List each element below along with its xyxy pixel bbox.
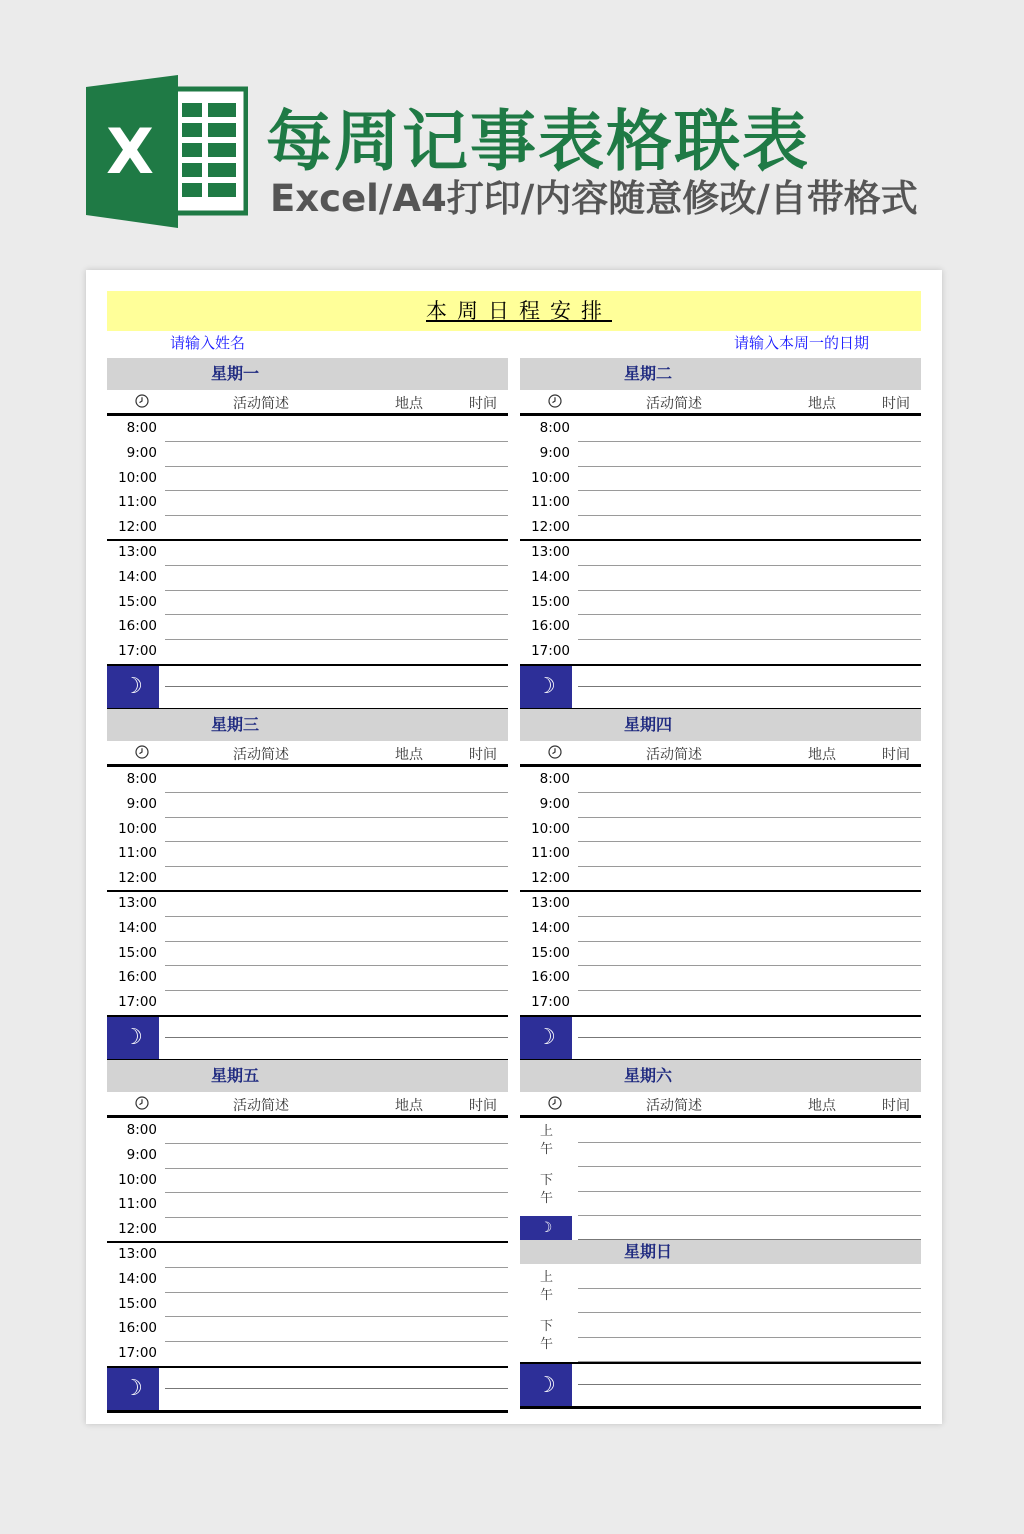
hour-label: 10:00 — [118, 469, 157, 486]
hour-label: 12:00 — [118, 870, 157, 887]
day-header — [520, 1060, 921, 1092]
hour-row[interactable] — [107, 1168, 508, 1193]
column-header — [520, 390, 921, 416]
day-block — [520, 1060, 921, 1240]
location-label: 地点 — [395, 396, 423, 412]
day-name: 星期一 — [210, 364, 259, 383]
schedule-sheet — [86, 270, 942, 1424]
day-header — [107, 1060, 508, 1092]
name-input[interactable]: 请输入姓名 — [170, 334, 246, 352]
hour-row[interactable] — [107, 614, 508, 639]
hour-row[interactable] — [520, 416, 921, 441]
hour-row[interactable] — [520, 540, 921, 565]
hour-row[interactable] — [520, 817, 921, 842]
hour-label: 16:00 — [118, 1320, 157, 1337]
clock-icon — [548, 745, 562, 759]
evening-line — [165, 1037, 508, 1038]
location-label: 地点 — [808, 747, 836, 763]
half-day-label: 上午 — [540, 1270, 554, 1303]
hour-row[interactable] — [107, 841, 508, 866]
clock-icon — [135, 745, 149, 759]
hour-label: 16:00 — [118, 969, 157, 986]
column-header — [107, 1092, 508, 1118]
hour-row[interactable] — [520, 441, 921, 466]
page-title: 每周记事表格联表 — [266, 103, 810, 180]
hour-label: 13:00 — [118, 543, 157, 560]
row-line — [578, 1142, 921, 1143]
hour-label: 11:00 — [531, 845, 570, 862]
evening-row[interactable] — [520, 1216, 921, 1240]
activity-desc-label: 活动简述 — [233, 396, 289, 412]
column-header — [520, 741, 921, 767]
hour-row[interactable] — [107, 565, 508, 590]
hour-row[interactable] — [107, 1192, 508, 1217]
hour-label: 11:00 — [531, 494, 570, 511]
hour-row[interactable] — [520, 614, 921, 639]
hour-label: 10:00 — [118, 1171, 157, 1188]
hour-row[interactable] — [107, 466, 508, 491]
banner — [0, 0, 1024, 260]
hour-label: 8:00 — [539, 771, 570, 787]
half-day-row[interactable] — [520, 1118, 921, 1167]
time-label: 时间 — [469, 1098, 497, 1114]
sheet-title: 本周日程安排 — [107, 291, 921, 331]
day-block — [107, 358, 508, 711]
hour-label: 15:00 — [531, 593, 570, 610]
hour-row[interactable] — [520, 767, 921, 792]
day-block — [107, 1060, 508, 1413]
hour-label: 15:00 — [118, 1295, 157, 1312]
hour-row[interactable] — [107, 1217, 508, 1242]
row-line — [578, 1191, 921, 1192]
day-block — [520, 1240, 921, 1409]
hour-label: 13:00 — [531, 543, 570, 560]
hour-row[interactable] — [520, 866, 921, 891]
moon-icon: ☽ — [520, 1216, 572, 1240]
half-day-label: 上午 — [540, 1124, 554, 1157]
half-day-label: 下午 — [540, 1173, 554, 1206]
day-header — [107, 358, 508, 390]
day-name: 星期四 — [623, 715, 672, 734]
row-line — [578, 1337, 921, 1338]
evening-row[interactable] — [520, 1362, 921, 1409]
evening-row[interactable] — [520, 664, 921, 711]
hour-row[interactable] — [520, 792, 921, 817]
activity-desc-label: 活动简述 — [233, 747, 289, 763]
hour-row[interactable] — [107, 639, 508, 664]
hour-label: 13:00 — [531, 894, 570, 911]
hour-label: 11:00 — [118, 845, 157, 862]
hour-row[interactable] — [107, 866, 508, 891]
hour-row[interactable] — [520, 990, 921, 1015]
moon-icon: ☽ — [520, 1017, 572, 1059]
hour-row[interactable] — [520, 916, 921, 941]
day-header — [107, 709, 508, 741]
hour-row[interactable] — [520, 891, 921, 916]
clock-icon — [548, 394, 562, 408]
hour-row[interactable] — [107, 965, 508, 990]
hour-row[interactable] — [107, 490, 508, 515]
hour-row[interactable] — [520, 490, 921, 515]
hour-label: 12:00 — [531, 519, 570, 536]
activity-desc-label: 活动简述 — [646, 396, 702, 412]
hour-label: 17:00 — [118, 994, 157, 1011]
hour-label: 9:00 — [539, 444, 570, 461]
hour-row[interactable] — [107, 441, 508, 466]
hour-label: 12:00 — [118, 1221, 157, 1238]
half-day-label: 下午 — [540, 1319, 554, 1352]
hour-row[interactable] — [107, 540, 508, 565]
evening-line — [578, 1384, 921, 1385]
time-label: 时间 — [469, 396, 497, 412]
hour-label: 9:00 — [126, 1146, 157, 1163]
evening-row[interactable] — [107, 1015, 508, 1062]
hour-label: 17:00 — [118, 643, 157, 660]
hour-label: 17:00 — [118, 1345, 157, 1362]
hour-label: 15:00 — [118, 593, 157, 610]
column-header — [107, 741, 508, 767]
hour-label: 14:00 — [531, 568, 570, 585]
column-header — [107, 390, 508, 416]
hour-row[interactable] — [520, 965, 921, 990]
day-block — [520, 358, 921, 711]
hour-row[interactable] — [520, 565, 921, 590]
hour-label: 8:00 — [126, 1122, 157, 1138]
hour-label: 14:00 — [531, 919, 570, 936]
activity-desc-label: 活动简述 — [646, 1098, 702, 1114]
activity-desc-label: 活动简述 — [233, 1098, 289, 1114]
day-name: 星期六 — [623, 1066, 672, 1085]
hour-row[interactable] — [107, 990, 508, 1015]
half-day-row[interactable] — [520, 1313, 921, 1362]
moon-icon: ☽ — [520, 1364, 572, 1406]
hour-row[interactable] — [107, 792, 508, 817]
hour-label: 11:00 — [118, 1196, 157, 1213]
hour-label: 8:00 — [539, 420, 570, 436]
hour-label: 10:00 — [531, 469, 570, 486]
hour-label: 9:00 — [539, 795, 570, 812]
hour-label: 17:00 — [531, 643, 570, 660]
evening-line — [578, 1037, 921, 1038]
hour-row[interactable] — [107, 941, 508, 966]
moon-icon: ☽ — [107, 1017, 159, 1059]
hour-label: 13:00 — [118, 894, 157, 911]
hour-row[interactable] — [107, 1341, 508, 1366]
evening-line — [165, 1388, 508, 1389]
location-label: 地点 — [395, 1098, 423, 1114]
time-label: 时间 — [469, 747, 497, 763]
location-label: 地点 — [808, 1098, 836, 1114]
hour-label: 14:00 — [118, 568, 157, 585]
hour-row[interactable] — [520, 590, 921, 615]
hour-row[interactable] — [107, 416, 508, 441]
hour-label: 15:00 — [531, 944, 570, 961]
hour-label: 16:00 — [118, 618, 157, 635]
hour-label: 14:00 — [118, 1270, 157, 1287]
hour-label: 9:00 — [126, 795, 157, 812]
hour-row[interactable] — [107, 1267, 508, 1292]
hour-row[interactable] — [107, 767, 508, 792]
time-label: 时间 — [882, 396, 910, 412]
moon-icon: ☽ — [107, 1368, 159, 1410]
hour-label: 8:00 — [126, 771, 157, 787]
day-block — [107, 709, 508, 1062]
clock-icon — [135, 394, 149, 408]
hour-row[interactable] — [107, 891, 508, 916]
half-day-row[interactable] — [520, 1264, 921, 1313]
svg-text:X: X — [106, 115, 154, 188]
hour-label: 12:00 — [531, 870, 570, 887]
hour-label: 17:00 — [531, 994, 570, 1011]
day-header — [520, 358, 921, 390]
evening-row[interactable] — [107, 664, 508, 711]
hour-label: 10:00 — [531, 820, 570, 837]
day-name: 星期三 — [210, 715, 259, 734]
excel-logo-icon — [86, 75, 248, 228]
hour-row[interactable] — [107, 1242, 508, 1267]
row-line — [578, 1288, 921, 1289]
location-label: 地点 — [808, 396, 836, 412]
half-day-row[interactable] — [520, 1167, 921, 1216]
activity-desc-label: 活动简述 — [646, 747, 702, 763]
evening-line — [578, 686, 921, 687]
day-name: 星期五 — [210, 1066, 259, 1085]
page-subtitle: Excel/A4打印/内容随意修改/自带格式 — [270, 177, 918, 220]
hour-label: 11:00 — [118, 494, 157, 511]
column-header — [520, 1092, 921, 1118]
day-name: 星期日 — [623, 1242, 672, 1261]
hour-label: 12:00 — [118, 519, 157, 536]
hour-label: 10:00 — [118, 820, 157, 837]
monday-date-input[interactable]: 请输入本周一的日期 — [733, 334, 869, 352]
hour-label: 14:00 — [118, 919, 157, 936]
hour-row[interactable] — [107, 1292, 508, 1317]
day-block — [520, 709, 921, 1062]
hour-row[interactable] — [107, 916, 508, 941]
time-label: 时间 — [882, 747, 910, 763]
clock-icon — [135, 1096, 149, 1110]
hour-row[interactable] — [107, 1143, 508, 1168]
hour-label: 16:00 — [531, 618, 570, 635]
hour-row[interactable] — [520, 941, 921, 966]
day-header — [520, 1240, 921, 1264]
hour-row[interactable] — [107, 590, 508, 615]
hour-label: 9:00 — [126, 444, 157, 461]
hour-row[interactable] — [520, 466, 921, 491]
hour-label: 8:00 — [126, 420, 157, 436]
moon-icon: ☽ — [520, 666, 572, 708]
hour-row[interactable] — [520, 515, 921, 540]
location-label: 地点 — [395, 747, 423, 763]
time-label: 时间 — [882, 1098, 910, 1114]
moon-icon: ☽ — [107, 666, 159, 708]
hour-row[interactable] — [107, 515, 508, 540]
hour-row[interactable] — [107, 1118, 508, 1143]
evening-line — [165, 686, 508, 687]
day-header — [520, 709, 921, 741]
evening-row[interactable] — [107, 1366, 508, 1413]
evening-row[interactable] — [520, 1015, 921, 1062]
clock-icon — [548, 1096, 562, 1110]
day-name: 星期二 — [623, 364, 672, 383]
hour-label: 13:00 — [118, 1245, 157, 1262]
hour-row[interactable] — [520, 639, 921, 664]
hour-row[interactable] — [107, 817, 508, 842]
hour-label: 15:00 — [118, 944, 157, 961]
hour-row[interactable] — [520, 841, 921, 866]
hour-row[interactable] — [107, 1316, 508, 1341]
hour-label: 16:00 — [531, 969, 570, 986]
